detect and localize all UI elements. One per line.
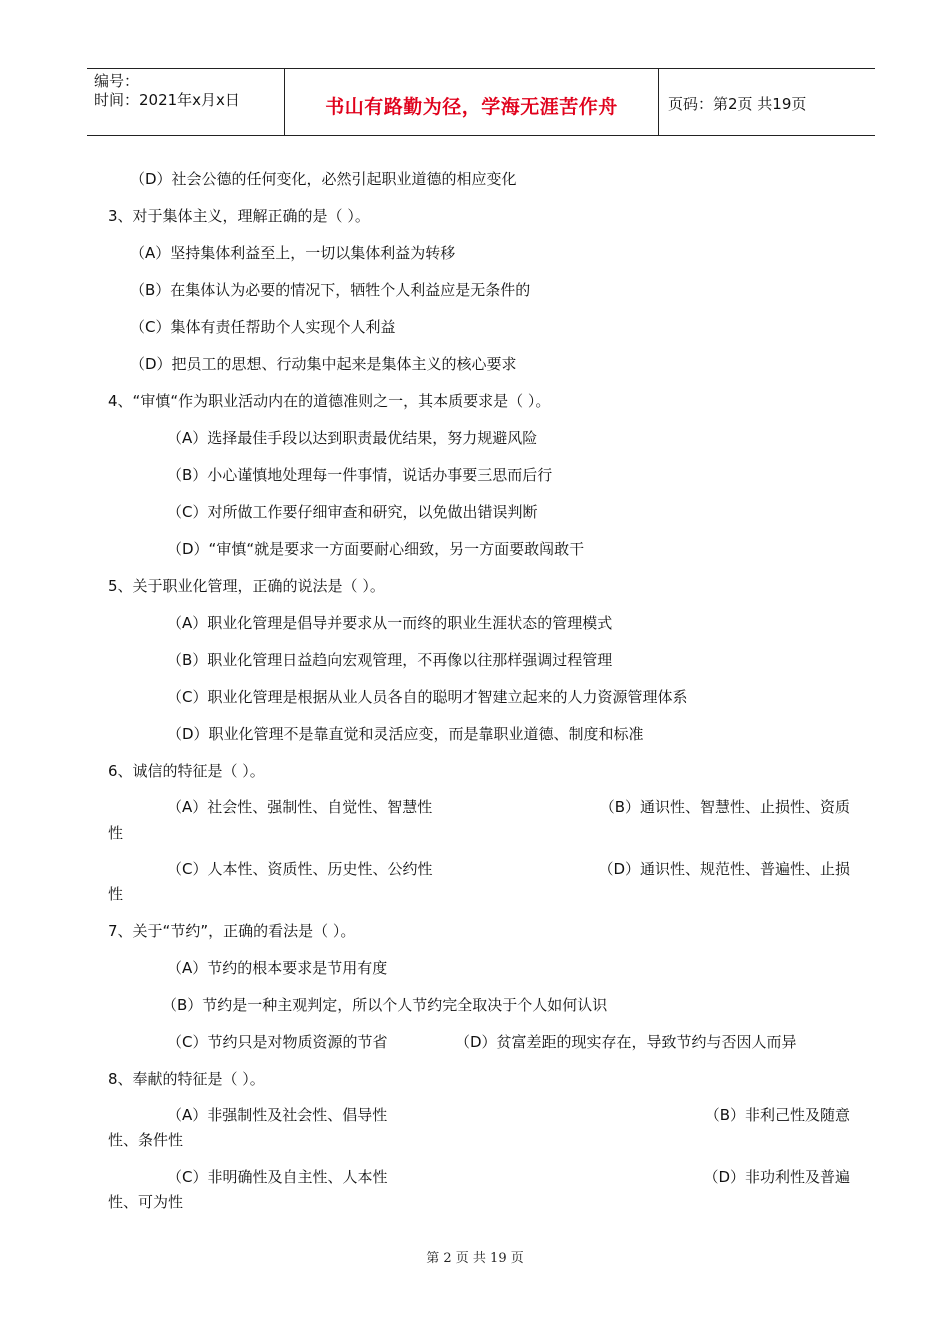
header-motto-cell: [285, 69, 659, 135]
q2-option-d: （D）社会公德的任何变化，必然引起职业道德的相应变化: [130, 170, 517, 188]
q6-option-b: （B）通识性、智慧性、止损性、资质: [599, 798, 850, 816]
q4-option-c: （C）对所做工作要仔细审查和研究，以免做出错误判断: [167, 503, 538, 521]
q6-option-d: （D）通识性、规范性、普遍性、止损: [598, 860, 850, 878]
header-motto: 书山有路勤为径，学海无涯苦作舟: [325, 96, 618, 118]
q6-option-c: （C）人本性、资质性、历史性、公约性: [167, 860, 433, 878]
q3-option-c: （C）集体有责任帮助个人实现个人利益: [130, 318, 396, 336]
q4-option-d: （D）“审慎“就是要求一方面要耐心细致，另一方面要敢闯敢干: [167, 540, 585, 558]
document-number-label: 编号：: [94, 72, 140, 90]
q5-option-d: （D）职业化管理不是靠直觉和灵活应变，而是靠职业道德、制度和标准: [167, 725, 644, 743]
header-page-cell: [659, 69, 875, 135]
q3-option-b: （B）在集体认为必要的情况下，牺牲个人利益应是无条件的: [130, 281, 531, 299]
question-5: 5、关于职业化管理，正确的说法是（ ）。: [108, 577, 385, 595]
q8-option-d: （D）非功利性及普遍: [703, 1168, 850, 1186]
q5-option-a: （A）职业化管理是倡导并要求从一而终的职业生涯状态的管理模式: [167, 614, 613, 632]
q8-option-d-wrap: 性、可为性: [108, 1193, 184, 1211]
header-page-info: 页码：第2页 共19页: [668, 95, 807, 113]
question-4: 4、“审慎“作为职业活动内在的道德准则之一，其本质要求是（ ）。: [108, 392, 551, 410]
page-header: [87, 68, 875, 136]
header-meta-cell: [87, 69, 285, 135]
q3-option-a: （A）坚持集体利益至上，一切以集体利益为转移: [130, 244, 456, 262]
q6-option-d-wrap: 性: [108, 885, 124, 903]
q6-option-a: （A）社会性、强制性、自觉性、智慧性: [167, 798, 433, 816]
q5-option-c: （C）职业化管理是根据从业人员各自的聪明才智建立起来的人力资源管理体系: [167, 688, 688, 706]
q7-option-a: （A）节约的根本要求是节用有度: [167, 959, 388, 977]
q8-option-b-wrap: 性、条件性: [108, 1131, 184, 1149]
q8-option-c: （C）非明确性及自主性、人本性: [167, 1168, 388, 1186]
question-3: 3、对于集体主义，理解正确的是（ ）。: [108, 207, 370, 225]
q5-option-b: （B）职业化管理日益趋向宏观管理，不再像以往那样强调过程管理: [167, 651, 613, 669]
q3-option-d: （D）把员工的思想、行动集中起来是集体主义的核心要求: [130, 355, 517, 373]
question-8: 8、奉献的特征是（ ）。: [108, 1070, 265, 1088]
q7-option-b: （B）节约是一种主观判定，所以个人节约完全取决于个人如何认识: [162, 996, 608, 1014]
q8-option-b: （B）非利己性及随意: [704, 1106, 850, 1124]
document-time-label: 时间：2021年x月x日: [94, 91, 240, 109]
q4-option-b: （B）小心谨慎地处理每一件事情，说话办事要三思而后行: [167, 466, 553, 484]
q8-option-a: （A）非强制性及社会性、倡导性: [167, 1106, 388, 1124]
page-footer: 第 2 页 共 19 页: [426, 1251, 524, 1266]
q4-option-a: （A）选择最佳手段以达到职责最优结果，努力规避风险: [167, 429, 538, 447]
q6-option-b-wrap: 性: [108, 824, 124, 842]
question-6: 6、诚信的特征是（ ）。: [108, 762, 265, 780]
q7-option-c: （C）节约只是对物质资源的节省: [167, 1033, 388, 1051]
q7-option-d: （D）贫富差距的现实存在，导致节约与否因人而异: [455, 1033, 797, 1051]
question-7: 7、关于“节约”，正确的看法是（ ）。: [108, 922, 356, 940]
